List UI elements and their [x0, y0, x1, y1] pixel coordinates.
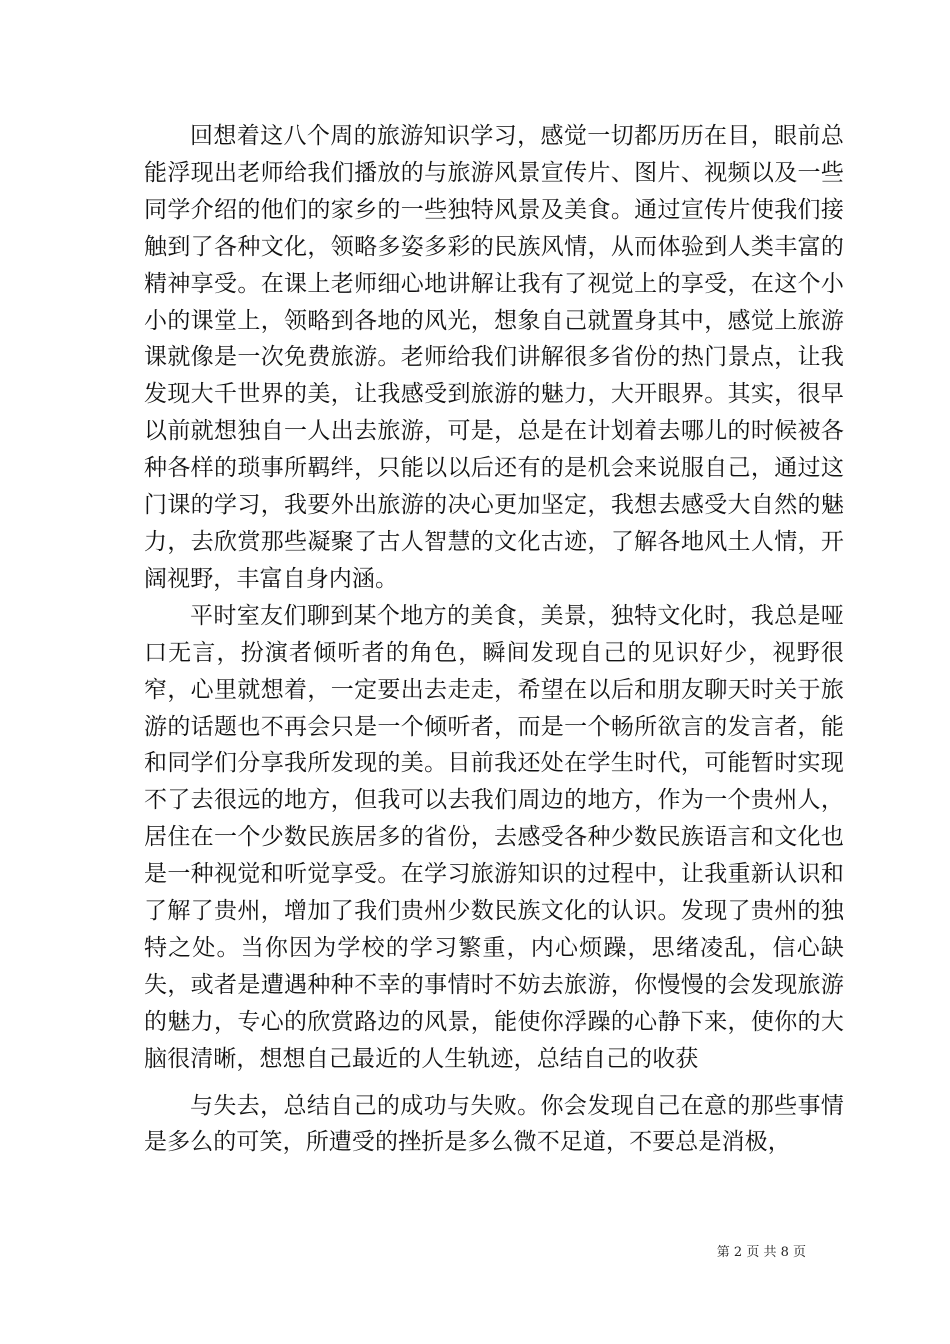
page-number: 第 2 页 共 8 页: [716, 1245, 806, 1260]
document-body: [144, 118, 844, 1161]
paragraph-2: 平时室友们聊到某个地方的美食，美景，独特文化时，我总是哑口无言，扮演者倾听者的角色，瞬间发现自己的见识好少，视野很窄，心里就想着，一定要出去走走，希望在以后和朋友聊天时关于旅游的话题也不再会只是一个倾听者，而是一个畅所欲言的发言者，能和同学们分享我所发现的美。目前我还处在学生时代，可能暂时实现不了去很远的地方，但我可以去我们周边的地方，作为一个贵州人，居住在一个少数民族居多的省份，去感受各种少数民族语言和文化也是一种视觉和听觉享受。在学习旅游知识的过程中，让我重新认识和了解了贵州，增加了我们贵州少数民族文化的认识。发现了贵州的独特之处。当你因为学校的学习繁重，内心烦躁，思绪凌乱，信心缺失，或者是遭遇种种不幸的事情时不妨去旅游，你慢慢的会发现旅游的魅力，专心的欣赏路边的风景，能使你浮躁的心静下来，使你的大脑很清晰，想想自己最近的人生轨迹，总结自己的收获: [144, 602, 844, 1072]
paragraph-1: 回想着这八个周的旅游知识学习，感觉一切都历历在目，眼前总能浮现出老师给我们播放的与旅游风景宣传片、图片、视频以及一些同学介绍的他们的家乡的一些独特风景及美食。通过宣传片使我们接触到了各种文化，领略多姿多彩的民族风情，从而体验到人类丰富的精神享受。在课上老师细心地讲解让我有了视觉上的享受，在这个小小的课堂上，领略到各地的风光，想象自己就置身其中，感觉上旅游课就像是一次免费旅游。老师给我们讲解很多省份的热门景点，让我发现大千世界的美，让我感受到旅游的魅力，大开眼界。其实，很早以前就想独自一人出去旅游，可是，总是在计划着去哪儿的时候被各种各样的琐事所羁绊，只能以以后还有的是机会来说服自己，通过这门课的学习，我要外出旅游的决心更加坚定，我想去感受大自然的魅力，去欣赏那些凝聚了古人智慧的文化古迹，了解各地风土人情，开阔视野，丰富自身内涵。: [144, 123, 844, 592]
paragraph-3: 与失去，总结自己的成功与失败。你会发现自己在意的那些事情是多么的可笑，所遭受的挫折是多么微不足道，不要总是消极，: [144, 1092, 844, 1156]
